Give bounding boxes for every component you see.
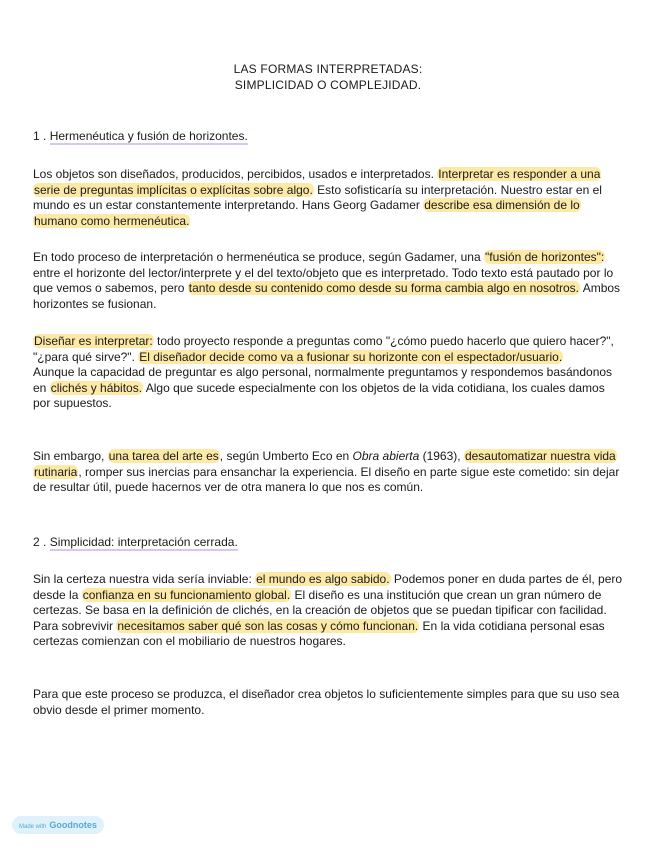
title-line-2: SIMPLICIDAD O COMPLEJIDAD.	[234, 78, 422, 92]
highlight: una tarea del arte es	[108, 449, 219, 463]
paragraph-2	[33, 250, 623, 312]
text-run: Sin la certeza nuestra vida sería inviable:	[33, 572, 256, 586]
highlight: tanto desde su contenido como desde su forma cambia algo en nosotros.	[188, 281, 580, 295]
paragraph-4	[33, 449, 623, 496]
text-run: Algo que sucede especialmente con los objetos de la vida cotidiana, los cuales damos por supuestos.	[33, 380, 605, 410]
text-run: Esto sofisticaría su interpretación. Nuestro estar en el mundo es un estar constantemente interpretando. Hans Georg Gadamer	[33, 182, 602, 212]
text-run: Podemos poner en duda partes de él, pero desde la	[33, 572, 623, 602]
text-run: Sin embargo,	[33, 449, 108, 463]
text-run: , romper sus inercias para ensanchar la experiencia. El diseño en parte sigue este cometido: sin dejar de resultar útil, puede hacernos ver de otra manera lo que nos es común.	[33, 464, 620, 494]
text-run: El diseño es una institución que crean un gran número de certezas. Se basa en la definición de clichés, en la creación de objetos que se puedan tipificar con facilidad.	[33, 587, 607, 617]
text-run: En la vida cotidiana personal esas certezas comienzan con el mobiliario de nuestros hogares.	[33, 618, 605, 648]
title-line-1: LAS FORMAS INTERPRETADAS:	[233, 62, 423, 76]
highlight: desautomatizar nuestra vida rutinaria	[34, 449, 616, 479]
highlight: confianza en su funcionamiento global.	[82, 587, 291, 602]
paragraph-5	[33, 572, 623, 650]
highlight: "fusión de horizontes":	[484, 250, 605, 264]
badge-brand: Goodnotes	[49, 820, 97, 830]
highlight: describe esa dimensión de lo humano como hermenéutica.	[34, 198, 580, 228]
text-run: , según Umberto Eco en	[219, 449, 353, 463]
document-title	[0, 61, 656, 93]
text-run: (1963),	[419, 449, 464, 463]
section-2-title: Simplicidad: interpretación cerrada.	[49, 535, 238, 549]
paragraph-4-text	[33, 449, 623, 496]
highlight: el mundo es algo sabido.	[256, 572, 390, 586]
highlight: clichés y hábitos.	[50, 380, 143, 395]
section-2-number: 2 .	[33, 535, 47, 549]
paragraph-3a-text	[33, 334, 623, 365]
paragraph-3	[33, 334, 623, 412]
text-run: Los objetos son diseñados, producidos, percibidos, usados e interpretados.	[33, 167, 438, 181]
text-run: todo proyecto responde a preguntas como "¿cómo puedo hacerlo que quiero hacer?", "¿para qué sirve?".	[33, 334, 614, 364]
section-1-number: 1 .	[33, 129, 47, 143]
paragraph-5a-text	[33, 572, 623, 619]
paragraph-3b-text	[33, 365, 623, 412]
badge-made-with: Made with	[19, 824, 47, 830]
paragraph-1	[33, 167, 623, 229]
paragraph-5b-text	[33, 619, 623, 650]
paragraph-2-text	[33, 250, 623, 312]
highlight: El diseñador decide como va a fusionar su horizonte con el espectador/usuario.	[139, 349, 563, 364]
section-2-heading	[33, 535, 238, 550]
text-run: En todo proceso de interpretación o hermenéutica se produce, según Gadamer, una	[33, 250, 484, 264]
section-1-heading	[33, 129, 248, 144]
text-run: Para sobrevivir	[33, 618, 117, 633]
text-run: Ambos horizontes se fusionan.	[33, 281, 621, 311]
highlight: Diseñar es interpretar:	[34, 334, 153, 348]
highlight: necesitamos saber qué son las cosas y cómo funcionan.	[117, 618, 419, 633]
book-title: Obra abierta	[352, 449, 420, 463]
text-run: Para que este proceso se produzca, el diseñador crea objetos lo suficientemente simples para que su uso sea obvio desde el primer momento.	[33, 687, 620, 717]
paragraph-6	[33, 687, 623, 718]
highlight: Interpretar es responder a una serie de preguntas implícitas o explícitas sobre algo.	[34, 167, 601, 197]
text-run: Aunque la capacidad de preguntar es algo personal, normalmente preguntamos y respondemos basándonos en	[33, 365, 613, 395]
paragraph-1-text	[33, 167, 623, 229]
section-1-title: Hermenéutica y fusión de horizontes.	[49, 129, 248, 143]
paragraph-6-text	[33, 687, 623, 718]
made-with-goodnotes-badge[interactable]	[12, 816, 104, 834]
text-run: entre el horizonte del lector/interprete y el del texto/objeto que es interpretado. Todo texto está pautado por lo que vemos o sabemos, pero	[33, 265, 614, 295]
